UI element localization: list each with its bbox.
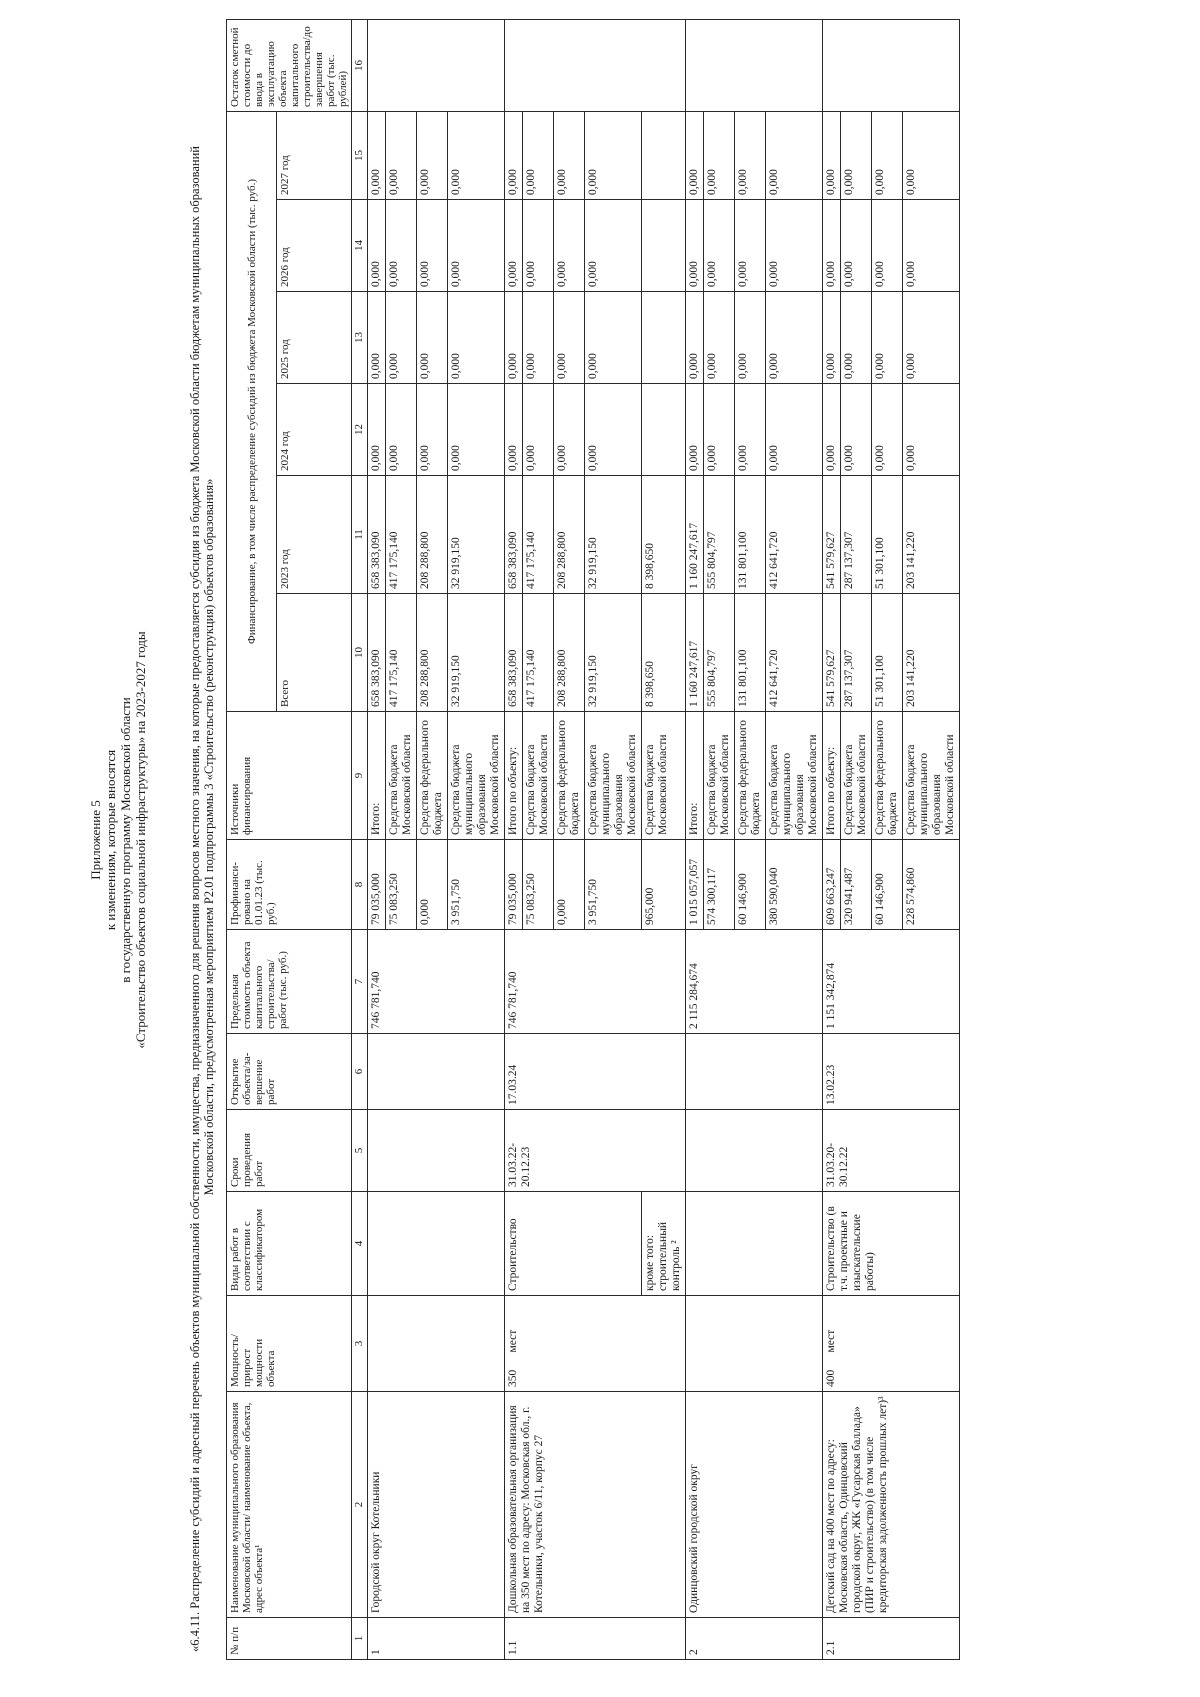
cell-source: Средства бюджета Московской области (642, 712, 686, 840)
cell-source: Средства бюджета муниципального образования Московской области (766, 712, 823, 840)
cell-2024: 0,000 (823, 384, 841, 476)
document-page (88, 20, 1168, 1660)
cell-2027: 0,000 (704, 111, 735, 199)
cell-total: 412 641,720 (766, 594, 823, 712)
row-number: 1.1 (505, 1618, 686, 1660)
cell-prefinanced: 965,000 (642, 840, 686, 930)
cell-total: 1 160 247,617 (686, 594, 704, 712)
row-number: 2.1 (823, 1618, 960, 1660)
table-row (505, 19, 523, 1659)
col-header-name: Наименование муниципального образования Московской области/ наименование объекта, адрес объекта¹ (227, 1392, 352, 1618)
cell-2027: 0,000 (505, 111, 523, 199)
row-period: 31.03.22- 20.12.23 (505, 1110, 686, 1192)
cell-prefinanced: 320 941,487 (841, 840, 872, 930)
cell-2025: 0,000 (735, 292, 766, 384)
cell-2025: 0,000 (903, 292, 960, 384)
cell-total: 417 175,140 (523, 594, 554, 712)
cell-2026: 0,000 (448, 200, 505, 292)
cell-2025: 0,000 (368, 292, 386, 384)
cell-2024: 0,000 (841, 384, 872, 476)
col-header-prefinanced: Профинанси-ровано на 01.01.23 (тыс. руб.) (227, 840, 352, 930)
cell-total: 287 137,307 (841, 594, 872, 712)
cell-2023: 51 301,100 (872, 476, 903, 594)
appendix-line-4: «Строительство объектов социальной инфраструктуры» на 2023-2027 годы (133, 631, 148, 1049)
cell-2024: 0,000 (386, 384, 417, 476)
col-number: 10 (352, 594, 368, 712)
cell-source: Средства бюджета муниципального образования Московской области (903, 712, 960, 840)
cell-total: 131 801,100 (735, 594, 766, 712)
cell-2024: 0,000 (872, 384, 903, 476)
cell-source: Средства бюджета Московской области (841, 712, 872, 840)
cell-2025: 0,000 (585, 292, 642, 384)
row-works: Строительство (505, 1192, 642, 1296)
cell-2027: 0,000 (686, 111, 704, 199)
cell-source: Средства федерального бюджета (417, 712, 448, 840)
row-capacity (686, 1296, 823, 1392)
row-opening (686, 1034, 823, 1110)
cell-2024: 0,000 (585, 384, 642, 476)
cell-2023: 8 398,650 (642, 476, 686, 594)
cell-2024: 0,000 (448, 384, 505, 476)
cell-2027 (642, 111, 686, 199)
cell-source: Средства бюджета Московской области (386, 712, 417, 840)
cell-2023: 32 919,150 (448, 476, 505, 594)
cell-2026: 0,000 (766, 200, 823, 292)
cell-2026: 0,000 (585, 200, 642, 292)
cell-total: 417 175,140 (386, 594, 417, 712)
cell-2027: 0,000 (823, 111, 841, 199)
col-number: 16 (352, 19, 368, 111)
col-header-remaining: Остаток сметной стоимости до ввода в эксплуатацию объекта капитального строительства/до завершения работ (тыс. рублей) (227, 19, 352, 111)
table-title-continued: Московской области, предусмотренная мероприятием Р2.01 подпрограммы 3 «Строительство (реконструкция) объектов образования» (202, 478, 216, 1196)
cell-2026: 0,000 (735, 200, 766, 292)
cell-2027: 0,000 (448, 111, 505, 199)
col-header-2026: 2026 год (277, 200, 352, 292)
cell-2026: 0,000 (704, 200, 735, 292)
cell-2026: 0,000 (841, 200, 872, 292)
col-header-2027: 2027 год (277, 111, 352, 199)
cell-2025: 0,000 (554, 292, 585, 384)
cell-2025: 0,000 (505, 292, 523, 384)
row-capacity (505, 1296, 686, 1392)
col-number: 9 (352, 712, 368, 840)
col-number: 1 (352, 1618, 368, 1660)
col-number: 5 (352, 1110, 368, 1192)
col-number: 14 (352, 200, 368, 292)
cell-2025: 0,000 (386, 292, 417, 384)
capacity-value: 350 (507, 1369, 519, 1387)
cell-2027: 0,000 (368, 111, 386, 199)
col-number: 11 (352, 476, 368, 594)
cell-2027: 0,000 (735, 111, 766, 199)
subsidy-table (226, 19, 960, 1660)
cell-source: Средства бюджета муниципального образования Московской области (585, 712, 642, 840)
cell-total: 32 919,150 (448, 594, 505, 712)
cell-2024: 0,000 (554, 384, 585, 476)
col-header-capacity: Мощность/ прирост мощности объекта (227, 1296, 352, 1392)
cell-total: 203 141,220 (903, 594, 960, 712)
cell-prefinanced: 60 146,900 (735, 840, 766, 930)
col-number: 7 (352, 930, 368, 1034)
cell-prefinanced: 3 951,750 (585, 840, 642, 930)
cell-source: Итого по объекту: (505, 712, 523, 840)
cell-source: Средства бюджета Московской области (523, 712, 554, 840)
cell-2025: 0,000 (841, 292, 872, 384)
row-opening: 17.03.24 (505, 1034, 686, 1110)
row-period: 31.03.20- 30.12.22 (823, 1110, 960, 1192)
cell-2023: 1 160 247,617 (686, 476, 704, 594)
cell-2024: 0,000 (686, 384, 704, 476)
cell-prefinanced: 0,000 (554, 840, 585, 930)
appendix-line-2: к изменениям, которые вносятся (103, 749, 118, 931)
col-header-works: Виды работ в соответствии с классификатором (227, 1192, 352, 1296)
cell-2026: 0,000 (903, 200, 960, 292)
cell-2023: 658 383,090 (368, 476, 386, 594)
cell-2024: 0,000 (417, 384, 448, 476)
row-name: Дошкольная образовательная организация на 350 мест по адресу: Московская обл., г. Котельники, участок 6/11, корпус 27 (505, 1392, 686, 1618)
col-number: 15 (352, 111, 368, 199)
row-limit-cost: 746 781,740 (368, 930, 505, 1034)
col-header-period: Сроки проведения работ (227, 1110, 352, 1192)
cell-2026: 0,000 (417, 200, 448, 292)
col-header-financing: Финансирование, в том числе распределение субсидий из бюджета Московской области (тыс. руб.) (227, 111, 277, 711)
capacity-unit: мест (507, 1329, 519, 1353)
cell-remaining (505, 19, 686, 111)
cell-2024: 0,000 (368, 384, 386, 476)
cell-prefinanced: 79 035,000 (505, 840, 523, 930)
col-header-2024: 2024 год (277, 384, 352, 476)
cell-source: Средства бюджета муниципального образования Московской области (448, 712, 505, 840)
row-works: Строительство (в т.ч. проектные и изыскательские работы) (823, 1192, 960, 1296)
col-header-2023: 2023 год (277, 476, 352, 594)
table-row (368, 19, 386, 1659)
cell-prefinanced: 60 146,900 (872, 840, 903, 930)
cell-2026: 0,000 (554, 200, 585, 292)
cell-source: Итого: (368, 712, 386, 840)
cell-2023: 417 175,140 (386, 476, 417, 594)
row-number: 1 (368, 1618, 505, 1660)
col-number: 2 (352, 1392, 368, 1618)
row-name: Одинцовский городской округ (686, 1392, 823, 1618)
cell-total: 8 398,650 (642, 594, 686, 712)
cell-total: 555 804,797 (704, 594, 735, 712)
cell-2023: 555 804,797 (704, 476, 735, 594)
cell-total: 32 919,150 (585, 594, 642, 712)
col-number: 6 (352, 1034, 368, 1110)
cell-2026: 0,000 (686, 200, 704, 292)
col-header-sources: Источники финансирования (227, 712, 352, 840)
cell-prefinanced: 380 590,040 (766, 840, 823, 930)
col-header-number: № п/п (227, 1618, 352, 1660)
cell-2023: 417 175,140 (523, 476, 554, 594)
col-header-2025: 2025 год (277, 292, 352, 384)
cell-2024: 0,000 (704, 384, 735, 476)
row-period (368, 1110, 505, 1192)
row-works (368, 1192, 505, 1296)
cell-total: 208 288,800 (554, 594, 585, 712)
row-name: Детский сад на 400 мест по адресу: Московская область, Одинцовский городской округ, ЖК «Гусарская баллада» (ПИР и строительство) (в том числе кредиторская задолженность прошлых лет)³ (823, 1392, 960, 1618)
cell-2026: 0,000 (523, 200, 554, 292)
cell-remaining (368, 19, 505, 111)
cell-total: 541 579,627 (823, 594, 841, 712)
cell-prefinanced: 228 574,860 (903, 840, 960, 930)
cell-2025: 0,000 (523, 292, 554, 384)
cell-2027: 0,000 (386, 111, 417, 199)
cell-total: 658 383,090 (505, 594, 523, 712)
col-header-limit-cost: Предельная стоимость объекта капитального строительства/ работ (тыс. руб.) (227, 930, 352, 1034)
cell-2027: 0,000 (523, 111, 554, 199)
row-opening: 13.02.23 (823, 1034, 960, 1110)
col-number: 4 (352, 1192, 368, 1296)
cell-2027: 0,000 (766, 111, 823, 199)
row-limit-cost: 746 781,740 (505, 930, 686, 1034)
cell-prefinanced: 609 663,247 (823, 840, 841, 930)
capacity-unit: мест (825, 1329, 837, 1353)
cell-prefinanced: 1 015 057,057 (686, 840, 704, 930)
cell-prefinanced: 574 300,117 (704, 840, 735, 930)
cell-2026: 0,000 (386, 200, 417, 292)
cell-2023: 287 137,307 (841, 476, 872, 594)
cell-source: Средства федерального бюджета (735, 712, 766, 840)
cell-2027: 0,000 (554, 111, 585, 199)
cell-2023: 203 141,220 (903, 476, 960, 594)
cell-total: 51 301,100 (872, 594, 903, 712)
row-limit-cost: 1 151 342,874 (823, 930, 960, 1034)
cell-2027: 0,000 (841, 111, 872, 199)
row-name: Городской округ Котельники (368, 1392, 505, 1618)
cell-2024: 0,000 (523, 384, 554, 476)
cell-2023: 412 641,720 (766, 476, 823, 594)
cell-2025: 0,000 (823, 292, 841, 384)
cell-prefinanced: 75 083,250 (523, 840, 554, 930)
appendix-line-3: в государственную программу Московской области (118, 697, 133, 983)
header-row (227, 19, 277, 1659)
cell-2026: 0,000 (368, 200, 386, 292)
cell-2024: 0,000 (505, 384, 523, 476)
col-number: 8 (352, 840, 368, 930)
cell-2023: 541 579,627 (823, 476, 841, 594)
cell-2025: 0,000 (686, 292, 704, 384)
cell-2025: 0,000 (766, 292, 823, 384)
cell-source: Итого по объекту: (823, 712, 841, 840)
cell-2026 (642, 200, 686, 292)
cell-2024: 0,000 (903, 384, 960, 476)
table-title: «6.4.11. Распределение субсидий и адресный перечень объектов муниципальной собственности, имущества, предназначенного для решения вопросов местного значения, на которые предоставляется субсидия из бюджета Московской области бюджетам муниципальных образований (188, 146, 202, 1652)
col-header-opening: Открытие объекта/за-вершение работ (227, 1034, 352, 1110)
cell-total: 208 288,800 (417, 594, 448, 712)
cell-2023: 32 919,150 (585, 476, 642, 594)
cell-total: 658 383,090 (368, 594, 386, 712)
cell-remaining (823, 19, 960, 111)
cell-2026: 0,000 (823, 200, 841, 292)
row-capacity (823, 1296, 960, 1392)
col-number: 13 (352, 292, 368, 384)
cell-2027: 0,000 (903, 111, 960, 199)
row-number: 2 (686, 1618, 823, 1660)
cell-source: Средства бюджета Московской области (704, 712, 735, 840)
col-number: 3 (352, 1296, 368, 1392)
cell-2027: 0,000 (585, 111, 642, 199)
cell-2025 (642, 292, 686, 384)
col-header-total: Всего (277, 594, 352, 712)
cell-2026: 0,000 (872, 200, 903, 292)
row-limit-cost: 2 115 284,674 (686, 930, 823, 1034)
cell-2025: 0,000 (448, 292, 505, 384)
row-period (686, 1110, 823, 1192)
cell-2024: 0,000 (766, 384, 823, 476)
row-control-label: кроме того: строительный контроль ² (642, 1192, 686, 1296)
row-works (686, 1192, 823, 1296)
cell-2024: 0,000 (735, 384, 766, 476)
cell-source: Средства федерального бюджета (872, 712, 903, 840)
cell-prefinanced: 75 083,250 (386, 840, 417, 930)
cell-2023: 131 801,100 (735, 476, 766, 594)
cell-2024 (642, 384, 686, 476)
cell-prefinanced: 0,000 (417, 840, 448, 930)
cell-2025: 0,000 (872, 292, 903, 384)
cell-prefinanced: 79 035,000 (368, 840, 386, 930)
cell-remaining (686, 19, 823, 111)
row-capacity (368, 1296, 505, 1392)
cell-2023: 658 383,090 (505, 476, 523, 594)
col-number: 12 (352, 384, 368, 476)
cell-2023: 208 288,800 (417, 476, 448, 594)
cell-source: Итого: (686, 712, 704, 840)
cell-2026: 0,000 (505, 200, 523, 292)
cell-2023: 208 288,800 (554, 476, 585, 594)
cell-source: Средства федерального бюджета (554, 712, 585, 840)
row-opening (368, 1034, 505, 1110)
column-numbers-row (352, 19, 368, 1659)
cell-prefinanced: 3 951,750 (448, 840, 505, 930)
table-row (823, 19, 841, 1659)
cell-2027: 0,000 (872, 111, 903, 199)
capacity-value: 400 (825, 1369, 837, 1387)
cell-2025: 0,000 (417, 292, 448, 384)
cell-2027: 0,000 (417, 111, 448, 199)
table-row (686, 19, 704, 1659)
cell-2025: 0,000 (704, 292, 735, 384)
appendix-label: Приложение 5 (88, 800, 103, 880)
